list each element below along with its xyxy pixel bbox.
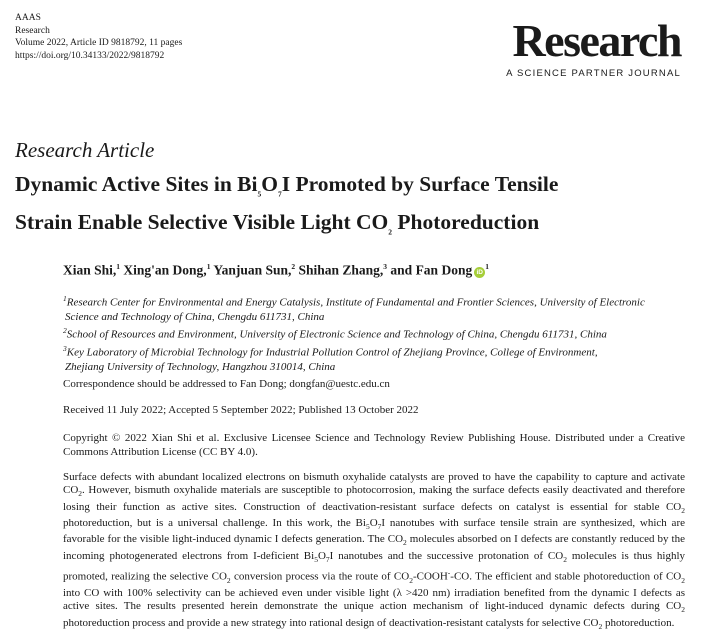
author-name: Xing'an Dong, <box>123 262 207 278</box>
author-list: Xian Shi,$^1$ Xing'an Dong,$^1$ Yanjuan Sun,$^2$ Shihan Zhang,$^3$ and Fan Dong $iD^1$ <box>63 262 489 278</box>
journal-logo <box>506 15 681 79</box>
doi-link[interactable]: https://doi.org/10.34133/2022/9818792 <box>15 50 165 61</box>
author-name: and Fan Dong <box>390 262 473 278</box>
volume-line: Volume 2022, Article ID 9818792, 11 pages <box>15 38 183 48</box>
orcid-icon[interactable]: iD <box>474 267 485 278</box>
author-name: Xian Shi, <box>63 262 117 278</box>
article-title: Dynamic Active Sites in $Bi_5O_7I$ Promoted by Surface Tensile Strain Enable Selective Visible Light $CO_2$ Photoreduction <box>15 172 559 237</box>
publication-dates: Received 11 July 2022; Accepted 5 September 2022; Published 13 October 2022 <box>63 404 419 416</box>
publisher-name: AAAS <box>15 13 41 23</box>
logo-tagline: A SCIENCE PARTNER JOURNAL <box>506 68 681 79</box>
correspondence: Correspondence should be addressed to Fan Dong; dongfan@uestc.edu.cn <box>63 378 390 390</box>
copyright-notice: Copyright © 2022 Xian Shi et al. Exclusive Licensee Science and Technology Review Publishing House. Distributed under a Creative Commons Attribution License (CC BY 4.0). <box>63 432 685 458</box>
abstract-text: Surface defects with abundant localized electrons on bismuth oxyhalide catalysts are proved to have the capability to capture and activate $CO_2$. However, bismuth oxyhalide materials are susceptible to photocorrosion, making the surface defects easily deactivated and therefore losing their function as active sites. Construction of deactivation-resistant surface defects on catalyst is essential for stable $CO_2$ photoreduction, but is a universal challenge. In this work, the $Bi_5O_7I$ nanotubes with surface tensile strain are synthesized, which are favorable for the visible light-induced dynamic I defects generation. The $CO_2$ molecules absorbed on I defects are constantly reduced by the incoming photogenerated electrons from I-deficient $Bi_5O_7I$ nanotubes and the successive protonation of $CO_2$ molecules is thus highly promoted, realizing the selective $CO_2$ conversion process via the route of $CO_2-COOH^--CO$. The efficient and stable photoreduction of $CO_2$ into CO with 100% selectivity can be achieved even under visible light (λ >420 nm) irradiation benefited from the dynamic I defects as active sites. The results presented herein demonstrate the unique action mechanism of light-induced dynamic defects during $CO_2$ photoreduction process and provide a new strategy into rational design of deactivation-resistant catalysts for selective $CO_2$ photoreduction. <box>63 471 685 631</box>
affiliation-item: $^2$School of Resources and Environment, University of Electronic Science and Technology of China, Chengdu 611731, China <box>63 326 607 341</box>
affiliation-item: $^1$Research Center for Environmental and Energy Catalysis, Institute of Fundamental and Frontier Sciences, University of Electronic Science and Technology of China, Chengdu 611731, China <box>63 294 645 323</box>
author-name: Yanjuan Sun, <box>213 262 292 278</box>
article-type: Research Article <box>15 138 155 162</box>
author-name: Shihan Zhang, <box>298 262 384 278</box>
journal-meta <box>15 12 182 62</box>
journal-name: Research <box>15 25 50 36</box>
affiliations <box>63 292 688 374</box>
logo-wordmark: Research <box>512 15 681 66</box>
affiliation-item: $^3$Key Laboratory of Microbial Technology for Industrial Pollution Control of Zhejiang Province, College of Environment, Zhejiang University of Technology, Hangzhou 310014, China <box>63 343 598 373</box>
